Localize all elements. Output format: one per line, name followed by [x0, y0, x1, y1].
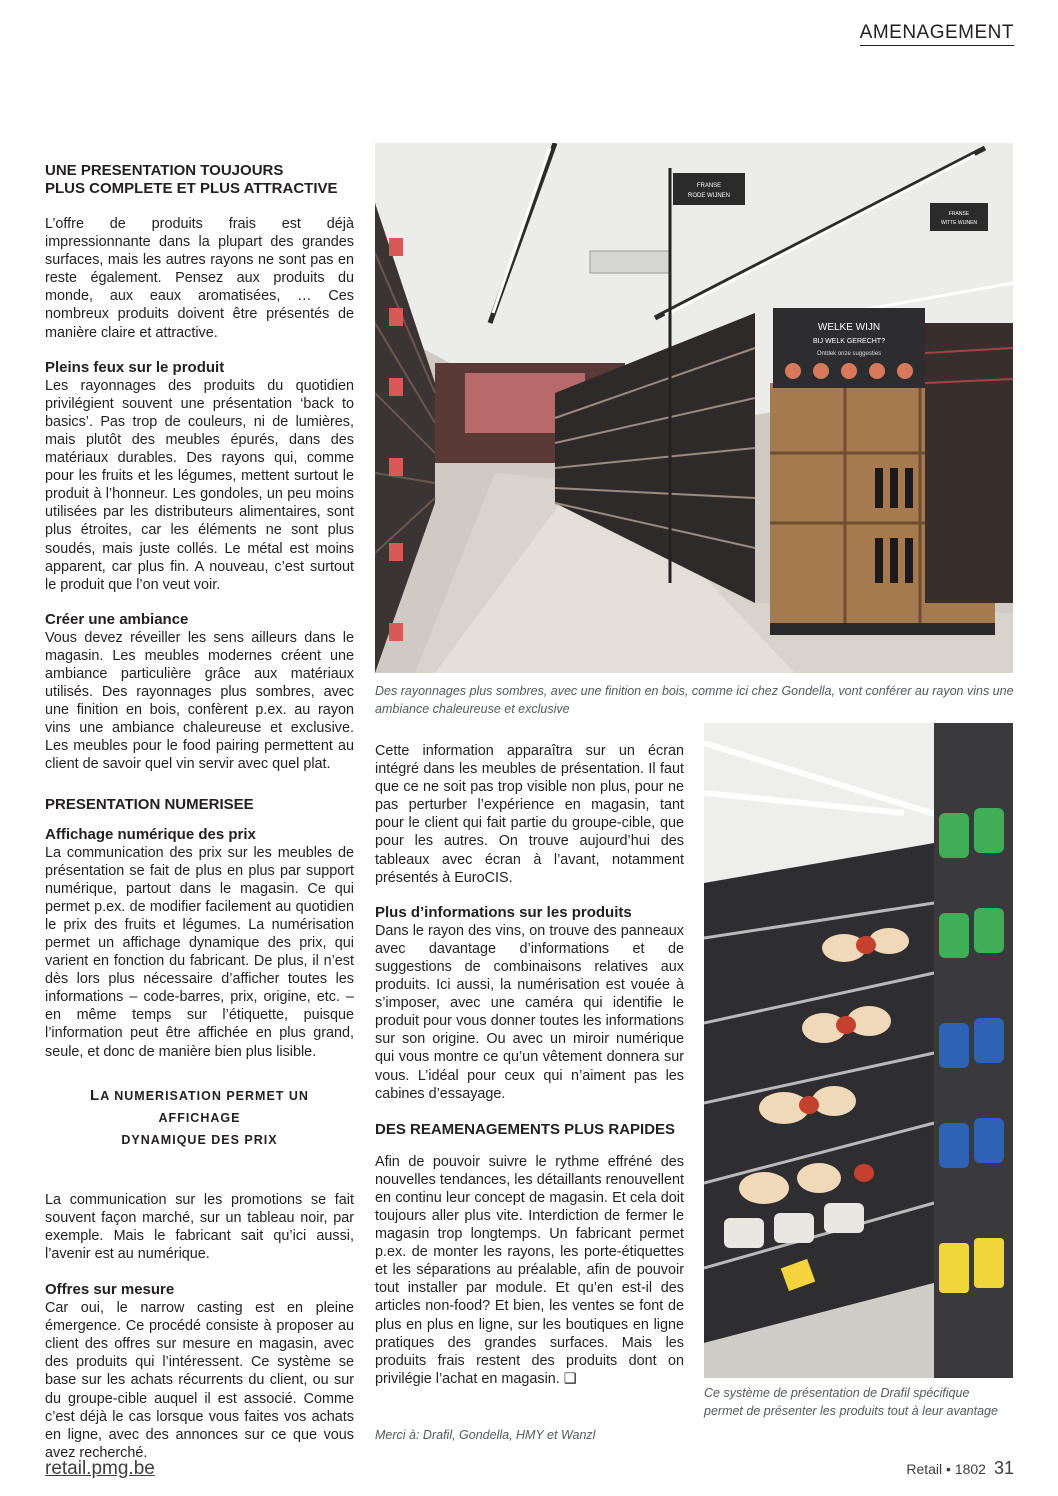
- paragraph: Afin de pouvoir suivre le rythme effréné des nouvelles tendances, les détaillants renouvellent en continu leur concept de magasin. Et cela doit toujours aller plus vite. Interdiction de fermer le magasin trop longtemps. Un fabricant permet p.ex. de monter les rayons, les porte-étiquettes et les séparations au préalable, afin de pouvoir tout installer par module. Et qu’en est-il des articles non-food? Et bien, les ventes se font de plus en plus en ligne, sur les boutiques en ligne pratiques des grandes surfaces. Mais les produits frais restent des produits dont on privilégie l’achat en magasin. ❑: [375, 1153, 684, 1387]
- section-tag: AMENAGEMENT: [860, 22, 1014, 46]
- paragraph: Car oui, le narrow casting est en pleine émergence. Ce procédé consiste à proposer au client des offres sur mesure en magasin, avec des produits qui l’intéressent. Ce système se base sur les achats récurrents du client, ou sur du groupe-cible auquel il est associé. Comme c’est déjà le cas lorsque vous faites vos achats en ligne, avec des annonces sur ce que vous avez recherché.: [45, 1300, 354, 1461]
- paragraph: La communication sur les promotions se fait souvent façon marché, sur un tableau noir, par exemple. Mais le fabricant sait qu’ici aussi, l’avenir est au numérique.: [45, 1191, 354, 1262]
- thanks-note: Merci à: Drafil, Gondella, HMY et Wanzl: [375, 1428, 596, 1442]
- paragraph: L’offre de produits frais est déjà impressionnante dans la plupart des grandes surfaces, mais les autres rayons ne sont pas en reste également. Pensez aux produits du monde, aux eaux aromatisées, … Ces nombreux produits doivent être présentés de manière claire et attractive.: [45, 216, 354, 341]
- svg-text:FRANSE: FRANSE: [696, 183, 722, 189]
- subheading: Offres sur mesure: [45, 1281, 175, 1299]
- heading-reamenagements: DES REAMENAGEMENTS PLUS RAPIDES: [375, 1120, 676, 1138]
- pull-quote: LA NUMERISATION PERMET UN AFFICHAGE DYNAMIQUE DES PRIX: [90, 1086, 309, 1147]
- paragraph: Vous devez réveiller les sens ailleurs dans le magasin. Les meubles modernes créent une ambiance particulière grâce aux matériaux utilisés. Des rayonnages plus sombres, avec une finition en bois, confèrent p.ex. au rayon vins une ambiance chaleureuse et exclusive. Les meubles pour le food pairing permettent au client de savoir quel vin servir avec quel plat.: [45, 629, 354, 773]
- subheading: Plus d’informations sur les produits: [375, 903, 632, 921]
- subheading: Créer une ambiance: [45, 610, 189, 628]
- left-column: [45, 162, 354, 1462]
- paragraph: Les rayonnages des produits du quotidien privilégient souvent une présentation ‘back to basics’. Pas trop de couleurs, ni de lumières, mais plutôt des meubles épurés, dans des matériaux durables. Des rayons qui, comme pour les fruits et les légumes, mettent surtout le produit à l’honneur. Les gondoles, un peu moins utilisées par les distributeurs alimentaires, sont plus étroites, car les éléments ne sont plus soudés, mais juste collés. Le métal est moins apparent, car plus fin. A nouveau, c’est surtout le produit que l’on veut voir.: [45, 377, 354, 593]
- paragraph: Dans le rayon des vins, on trouve des panneaux avec davantage d’informations et de suggestions de combinaisons relatives aux produits. Ici aussi, la numérisation est vouée à s’imposer, avec une caméra qui identifie le produit pour vous donner toutes les informations sur son origine. Ou avec un miroir numérique qui vous montre ce qu’un vêtement donnera sur vous. L’idéal pour ceux qui n’aiment pas les cabines d’essayage.: [375, 922, 684, 1102]
- heading-numerisee: PRESENTATION NUMERISEE: [45, 795, 254, 813]
- fridge-display-photo: [704, 723, 1013, 1378]
- middle-column: [375, 742, 684, 1388]
- subheading: Affichage numérique des prix: [45, 825, 256, 843]
- svg-text:Ontdek onze suggesties: Ontdek onze suggesties: [816, 351, 882, 357]
- paragraph: Cette information apparaîtra sur un écran intégré dans les meubles de présentation. Il faut que ce ne soit pas trop visible non plus, pour ne pas perturber l’expérience en magasin, tant pour le client qui fait partie du groupe-cible, que pour les autres. On trouve aujourd’hui des tableaux avec écran à l’avant, notamment présentés à EuroCIS.: [375, 743, 684, 886]
- svg-text:FRANSE: FRANSE: [948, 211, 970, 217]
- footer-issue: Retail • 1802 31: [906, 1458, 1014, 1478]
- page-number: 31: [993, 1458, 1014, 1478]
- end-mark: ❑: [563, 1370, 577, 1387]
- photo-caption: Des rayonnages plus sombres, avec une finition en bois, comme ici chez Gondella, vont conférer au rayon vins une ambiance chaleureuse et exclusive: [375, 684, 1014, 716]
- paragraph: La communication des prix sur les meubles de présentation se fait de plus en plus par support numérique, partout dans le magasin. Ce qui permet p.ex. de modifier facilement au quotidien le prix des fruits et légumes. La numérisation permet un affichage dynamique des prix, qui varient en fonction du fabricant. De plus, il n’est dès lors plus nécessaire d’afficher toutes les informations – code-barres, prix, origine, etc. – en même temps sur l’étiquette, puisque l’information peut être affichée en plus grand, seule, et donc de manière bien plus lisible.: [45, 844, 354, 1060]
- wine-aisle-photo: [375, 143, 1013, 673]
- subheading: Pleins feux sur le produit: [45, 358, 225, 376]
- heading-presentation: UNE PRESENTATION TOUJOURS PLUS COMPLETE ET PLUS ATTRACTIVE: [45, 162, 338, 197]
- photo-caption: Ce système de présentation de Drafil spécifique permet de présenter les produits tout à leur avantage: [704, 1386, 998, 1418]
- svg-text:RODE WIJNEN: RODE WIJNEN: [688, 193, 730, 199]
- svg-text:WELKE WIJN: WELKE WIJN: [817, 322, 881, 333]
- svg-text:BIJ WELK GERECHT?: BIJ WELK GERECHT?: [813, 338, 885, 345]
- svg-text:WITTE WIJNEN: WITTE WIJNEN: [940, 220, 978, 226]
- website-link[interactable]: retail.pmg.be: [45, 1458, 155, 1479]
